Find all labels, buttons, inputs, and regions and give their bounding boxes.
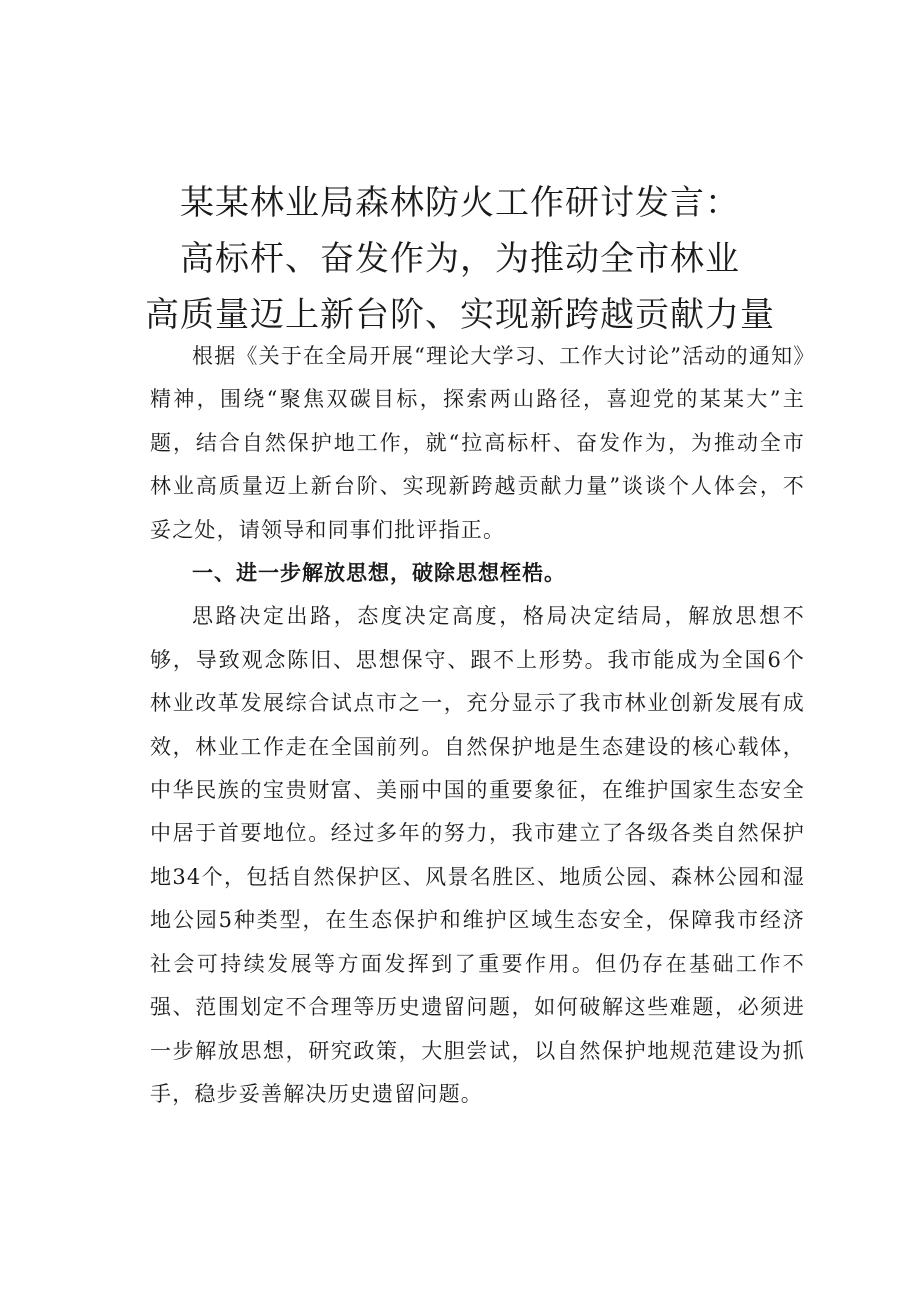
section-1-heading: 一、进一步解放思想，破除思想桎梏。 xyxy=(192,561,566,586)
document-title xyxy=(120,175,800,343)
title-line-2: 高标杆、奋发作为，为推动全市林业 xyxy=(180,238,740,279)
section-1-paragraph: 思路决定出路，态度决定高度，格局决定结局，解放思想不够，导致观念陈旧、思想保守、跟不上形势。我市能成为全国6个林业改革发展综合试点市之一，充分显示了我市林业创新发展有成效，林业工作走在全国前列。自然保护地是生态建设的核心载体，中华民族的宝贵财富、美丽中国的重要象征，在维护国家生态安全中居于首要地位。经过多年的努力，我市建立了各级各类自然保护地34个，包括自然保护区、风景名胜区、地质公园、森林公园和湿地公园5种类型，在生态保护和维护区域生态安全，保障我市经济社会可持续发展等方面发挥到了重要作用。但仍存在基础工作不强、范围划定不合理等历史遗留问题，如何破解这些难题，必须进一步解放思想，研究政策，大胆尝试，以自然保护地规范建设为抓手，稳步妥善解决历史遗留问题。 xyxy=(150,604,805,1106)
title-line-1: 某某林业局森林防火工作研讨发言： xyxy=(180,182,740,223)
title-line-3: 高质量迈上新台阶、实现新跨越贡献力量 xyxy=(145,294,775,335)
intro-paragraph: 根据《关于在全局开展“理论大学习、工作大讨论”活动的通知》精神，围绕“聚焦双碳目标，探索两山路径，喜迎党的某某大”主题，结合自然保护地工作，就“拉高标杆、奋发作为，为推动全市林业高质量迈上新台阶、实现新跨越贡献力量”谈谈个人体会，不妥之处，请领导和同事们批评指正。 xyxy=(150,344,805,542)
document-body xyxy=(150,335,805,1116)
